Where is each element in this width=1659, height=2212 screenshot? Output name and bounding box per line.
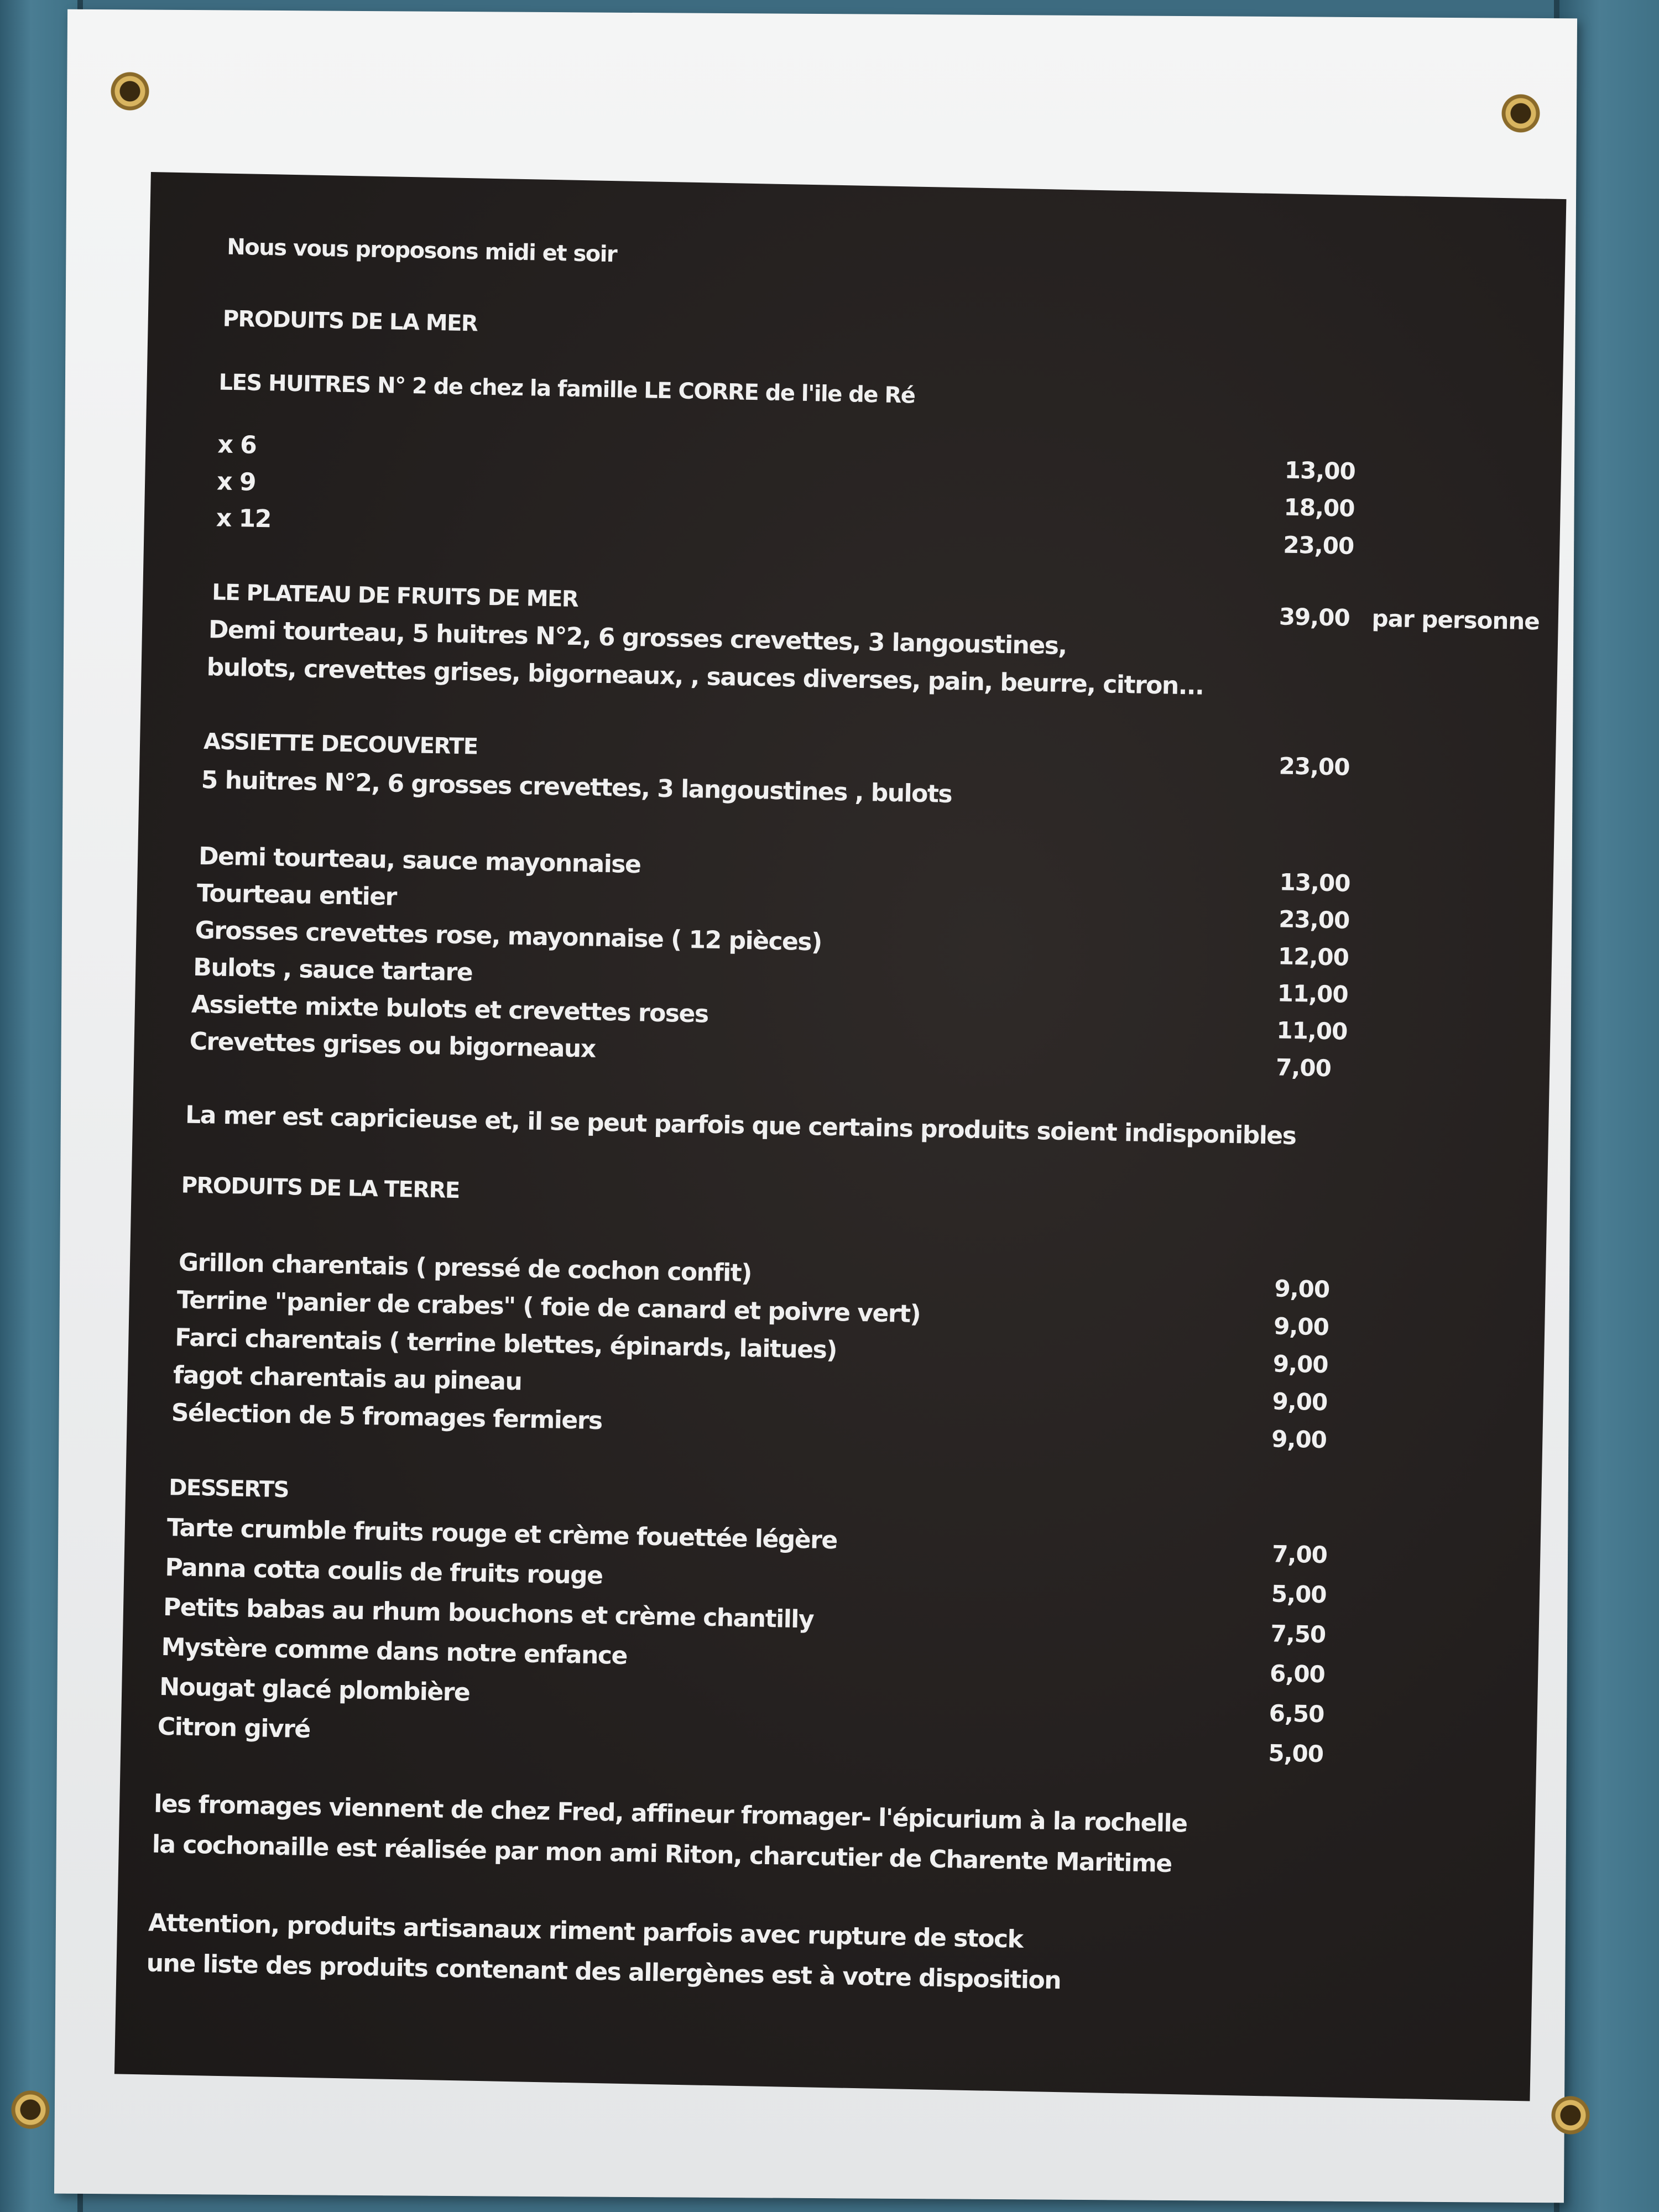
menu-item: Panna cotta coulis de fruits rouge [164,1553,603,1590]
desserts-heading: DESSERTS [168,1475,289,1503]
menu-item: Crevettes grises ou bigorneaux [189,1027,596,1063]
menu-item-price: 7,00 [1275,1053,1332,1082]
menu-item: Bulots , sauce tartare [192,953,473,987]
footer-note: les fromages viennent de chez Fred, affineur fromager- l'épicurium à la rochelle [153,1790,1187,1838]
oysters-title: LES HUITRES N° 2 de chez la famille LE CORRE de l'ile de Ré [218,369,915,409]
menu-item-price: 9,00 [1272,1387,1328,1416]
oyster-option: x 12 [216,504,272,534]
grommet-icon [1551,2096,1590,2135]
footer-note: la cochonaille est réalisée par mon ami Riton, charcutier de Charente Maritime [152,1830,1172,1879]
menu-item: Mystère comme dans notre enfance [161,1632,628,1671]
menu-item: Citron givré [157,1712,311,1744]
footer-note: Attention, produits artisanaux riment parfois avec rupture de stock [148,1908,1023,1954]
menu-item-price: 7,50 [1270,1620,1326,1648]
platter-price-value: 39,00 [1279,603,1350,632]
menu-item-price: 5,00 [1271,1580,1327,1609]
menu-item: Petits babas au rhum bouchons et crème chantilly [163,1593,814,1634]
menu-item: Demi tourteau, sauce mayonnaise [198,842,641,879]
assiette-price: 23,00 [1279,752,1350,781]
intro-text: Nous vous proposons midi et soir [226,234,617,268]
menu-item: Nougat glacé plombière [159,1672,470,1707]
menu-item-price: 6,00 [1269,1660,1326,1688]
grommet-icon [111,72,149,111]
platter-description: Demi tourteau, 5 huitres N°2, 6 grosses crevettes, 3 langoustines, [208,615,1067,660]
menu-item-price: 9,00 [1272,1350,1329,1379]
menu-item-price: 7,00 [1271,1540,1328,1569]
grommet-icon [1501,94,1540,133]
assiette-title: ASSIETTE DECOUVERTE [203,729,478,760]
availability-notice: La mer est capricieuse et, il se peut parfois que certains produits soient indisponibles [185,1100,1296,1151]
platter-price [1279,603,1540,635]
platter-price-note: par personne [1371,604,1540,635]
menu-item: Farci charentais ( terrine blettes, épinards, laitues) [174,1323,837,1365]
menu-item-price: 5,00 [1267,1739,1324,1768]
menu-item: Grillon charentais ( pressé de cochon confit) [178,1248,752,1288]
grommet-icon [11,2090,50,2129]
menu-item-price: 11,00 [1277,979,1349,1008]
chalkboard-menu [114,172,1567,2101]
menu-item: Tarte crumble fruits rouge et crème fouettée légère [166,1514,838,1555]
menu-item-price: 9,00 [1274,1275,1330,1303]
menu-item: Tourteau entier [196,879,397,911]
oyster-price: 13,00 [1284,456,1356,485]
menu-item: Terrine "panier de crabes" ( foie de canard et poivre vert) [176,1286,921,1329]
oyster-price: 23,00 [1282,531,1354,560]
menu-item-price: 9,00 [1273,1312,1329,1341]
oyster-option: x 6 [217,430,257,460]
footer-note: une liste des produits contenant des allergènes est à votre disposition [146,1949,1061,1995]
menu-item-price: 12,00 [1277,942,1349,971]
sea-heading: PRODUITS DE LA MER [222,306,478,337]
menu-item: fagot charentais au pineau [173,1361,522,1396]
oyster-price: 18,00 [1284,493,1355,522]
menu-item: Sélection de 5 fromages fermiers [171,1399,603,1436]
menu-banner [54,9,1577,2203]
menu-item-price: 13,00 [1279,868,1350,897]
land-heading: PRODUITS DE LA TERRE [181,1172,460,1204]
menu-item: Assiette mixte bulots et crevettes roses [191,990,709,1029]
menu-item: Grosses crevettes rose, mayonnaise ( 12 pièces) [195,916,822,957]
platter-description: bulots, crevettes grises, bigorneaux, , sauces diverses, pain, beurre, citron... [206,653,1204,701]
menu-item-price: 6,50 [1269,1699,1324,1728]
oyster-option: x 9 [216,467,256,497]
menu-item-price: 23,00 [1278,905,1350,934]
menu-item-price: 9,00 [1271,1425,1327,1454]
assiette-description: 5 huitres N°2, 6 grosses crevettes, 3 langoustines , bulots [201,765,952,809]
menu-item-price: 11,00 [1276,1016,1348,1045]
platter-title: LE PLATEAU DE FRUITS DE MER [211,580,578,612]
